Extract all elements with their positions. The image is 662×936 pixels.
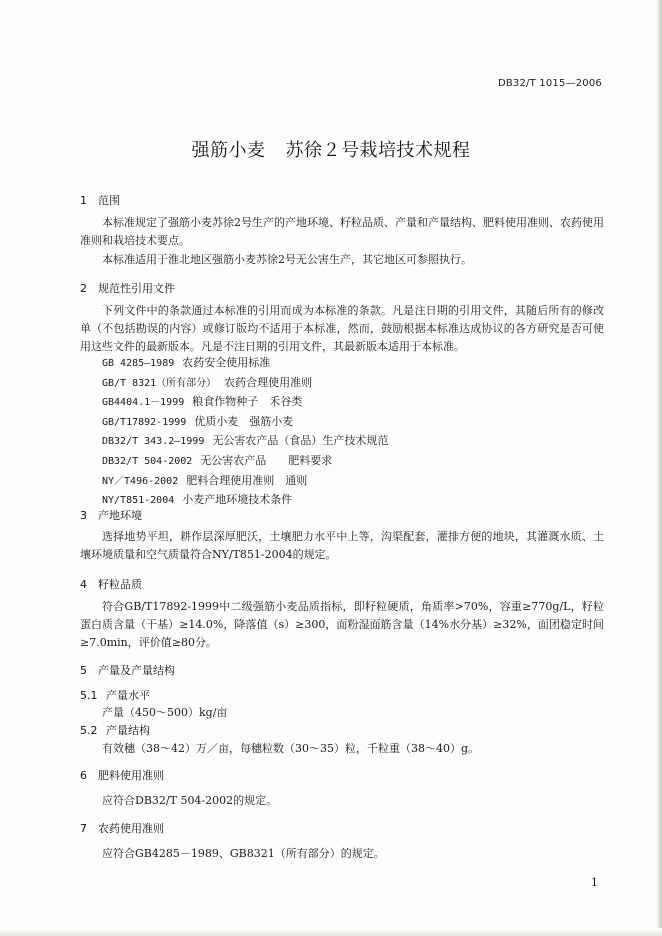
section-title: 规范性引用文件 <box>98 282 175 295</box>
reference-title: 无公害农产品（食品）生产技术规范 <box>212 434 389 448</box>
reference-item <box>102 374 388 394</box>
subsection-title: 产量水平 <box>106 689 150 702</box>
scan-bottom-shadow <box>0 928 662 936</box>
section-number: 5 <box>80 664 87 677</box>
reference-item <box>102 472 388 492</box>
section-7-heading <box>80 820 164 836</box>
section-number: 3 <box>80 509 87 522</box>
section-6-text: 应符合DB32/T 504-2002的规定。 <box>102 794 278 807</box>
reference-item <box>102 432 388 452</box>
section-5-heading <box>80 662 175 678</box>
reference-code: NY/T851-2004 <box>102 495 175 507</box>
section-2-heading <box>80 280 175 296</box>
title-part-1: 强筋小麦 <box>191 140 266 161</box>
section-5-1-heading <box>80 687 150 703</box>
reference-title: 优质小麦 强筋小麦 <box>194 414 294 428</box>
section-4-heading <box>80 576 142 592</box>
section-6-heading <box>80 767 164 783</box>
section-5-2-text: 有效穗（38～42）万／亩，每穗粒数（30～35）粒，千粒重（38～40）g。 <box>102 742 480 755</box>
section-number: 6 <box>80 769 87 782</box>
section-title: 产量及产量结构 <box>98 664 175 677</box>
reference-code: GB 4285—1989 <box>102 358 175 369</box>
section-3-paragraph-1: 选择地势平坦，耕作层深厚肥沃，土壤肥力水平中上等，沟渠配套，灌排方便的地块，其灌溉水质、土壤环境质量和空气质量符合NY/T851-2004的规定。 <box>80 530 604 561</box>
section-2-paragraph-1: 下列文件中的条款通过本标准的引用而成为本标准的条款。凡是注日期的引用文件，其随后所有的修改单（不包括勘误的内容）或修订版均不适用于本标准，然而，鼓励根据本标准达成协议的各方研究是否可使用这些文件的最新版本。凡是不注日期的引用文件，其最新版本适用于本标准。 <box>80 304 604 353</box>
subsection-title: 产量结构 <box>106 724 150 737</box>
section-4-paragraph-1: 符合GB/T17892-1999中二级强筋小麦品质指标，即籽粒硬质，角质率>70%，容重≥770g/L，籽粒蛋白质含量（干基）≥14.0%，降落值（s）≥300，面粉湿面筋含量（14%水分基）≥32%，面团稳定时间≥7.0min，评价值≥80分。 <box>80 600 604 649</box>
section-1-heading <box>80 192 120 208</box>
reference-item <box>102 393 388 413</box>
page-number: 1 <box>591 876 598 889</box>
section-3-heading <box>80 507 142 523</box>
scan-edge-shadow <box>656 0 662 936</box>
section-1-paragraph-1: 本标准规定了强筋小麦苏徐2号生产的产地环境、籽粒品质、产量和产量结构、肥料使用准则、农药使用准则和栽培技术要点。 <box>80 216 604 247</box>
reference-item <box>102 413 388 433</box>
reference-code: GB4404.1－1999 <box>102 397 185 409</box>
reference-item <box>102 491 388 511</box>
section-number: 1 <box>80 194 87 207</box>
section-title: 农药使用准则 <box>98 822 164 835</box>
section-title: 产地环境 <box>98 509 142 522</box>
normative-reference-list <box>102 354 388 511</box>
reference-title: 农药合理使用准则 <box>224 375 313 389</box>
section-5-1-text: 产量（450～500）kg/亩 <box>102 706 228 719</box>
section-7-text: 应符合GB4285－1989、GB8321（所有部分）的规定。 <box>102 847 385 860</box>
section-5-2-heading <box>80 722 150 738</box>
document-title <box>0 136 662 162</box>
subsection-number: 5.2 <box>80 724 98 737</box>
reference-item <box>102 354 388 374</box>
section-number: 2 <box>80 282 87 295</box>
reference-item <box>102 452 388 472</box>
reference-title: 肥料合理使用准则 通则 <box>186 473 308 487</box>
reference-code: GB/T17892-1999 <box>102 416 187 428</box>
section-number: 4 <box>80 578 87 591</box>
reference-title: 农药安全使用标准 <box>182 356 271 369</box>
section-1-paragraph-2: 本标准适用于淮北地区强筋小麦苏徐2号无公害生产，其它地区可参照执行。 <box>102 253 472 266</box>
document-code: DB32/T 1015—2006 <box>497 78 602 89</box>
section-number: 7 <box>80 822 87 835</box>
section-title: 范围 <box>98 194 120 207</box>
title-part-2: 苏徐２号栽培技术规程 <box>285 140 471 161</box>
subsection-number: 5.1 <box>80 689 98 702</box>
reference-code: DB32/T 504-2002 <box>102 455 193 467</box>
reference-title: 粮食作物种子 禾谷类 <box>192 395 303 409</box>
reference-code: GB/T 8321（所有部分） <box>102 377 217 389</box>
section-title: 籽粒品质 <box>98 578 142 591</box>
reference-code: DB32/T 343.2—1999 <box>102 436 205 448</box>
reference-code: NY／T496-2002 <box>102 475 179 487</box>
reference-title: 小麦产地环境技术条件 <box>182 493 293 507</box>
section-title: 肥料使用准则 <box>98 769 164 782</box>
reference-title: 无公害农产品 肥料要求 <box>200 453 333 467</box>
